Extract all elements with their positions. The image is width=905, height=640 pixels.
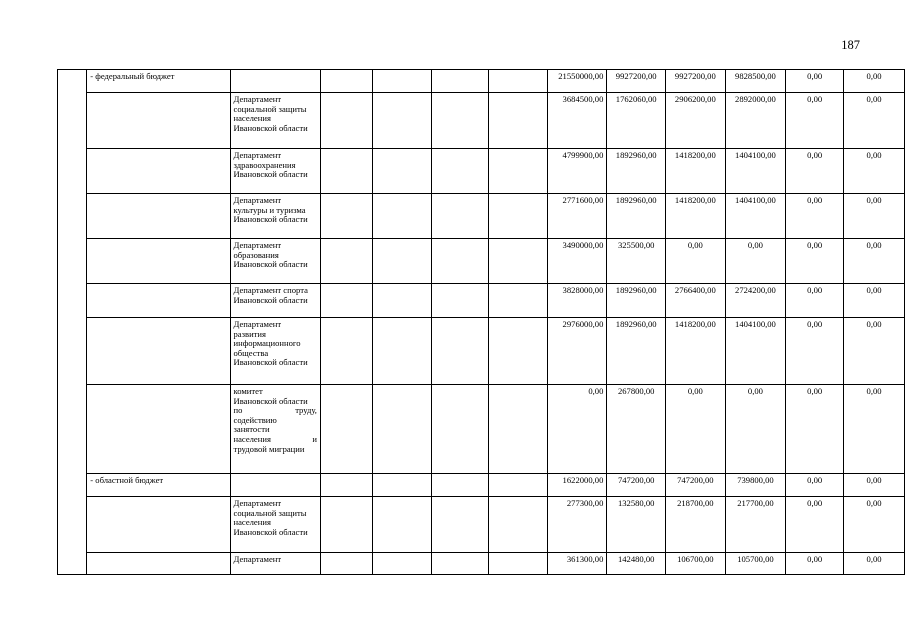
empty-cell <box>320 474 372 497</box>
amount-cell: 106700,00 <box>666 553 726 575</box>
amount-cell: 3828000,00 <box>547 284 607 318</box>
amount-cell: 1404100,00 <box>725 318 786 385</box>
empty-cell <box>489 553 547 575</box>
funding-source-cell <box>87 284 230 318</box>
amount-cell: 1892960,00 <box>607 149 666 194</box>
amount-cell: 0,00 <box>844 474 905 497</box>
department-name-line: культуры и туризма <box>233 204 306 215</box>
department-name-line: занятости <box>233 424 270 435</box>
amount-cell: 3684500,00 <box>547 93 607 149</box>
department-row <box>58 149 905 194</box>
funding-source-cell <box>87 553 230 575</box>
department-name-line: Ивановской области <box>233 357 308 368</box>
budget-source-row <box>58 474 905 497</box>
amount-cell: 0,00 <box>786 474 844 497</box>
empty-cell <box>320 553 372 575</box>
funding-source-cell: - областной бюджет <box>87 474 230 497</box>
empty-cell <box>372 497 431 553</box>
amount-cell: 267800,00 <box>607 385 666 474</box>
department-name-line: здравоохранения <box>233 159 296 170</box>
amount-cell: 0,00 <box>844 385 905 474</box>
empty-cell <box>372 553 431 575</box>
amount-cell: 0,00 <box>547 385 607 474</box>
department-cell <box>230 497 320 553</box>
funding-source-cell <box>87 149 230 194</box>
empty-cell <box>431 474 488 497</box>
funding-source-cell: - федеральный бюджет <box>87 70 230 93</box>
department-cell <box>230 93 320 149</box>
amount-cell: 0,00 <box>725 385 786 474</box>
amount-cell: 0,00 <box>844 93 905 149</box>
department-name-line: Департамент <box>233 150 282 160</box>
empty-cell <box>320 284 372 318</box>
empty-cell <box>320 318 372 385</box>
amount-cell: 3490000,00 <box>547 239 607 284</box>
department-row <box>58 284 905 318</box>
amount-cell: 1418200,00 <box>666 149 726 194</box>
department-name-line: Ивановской области <box>233 294 308 305</box>
amount-cell: 9828500,00 <box>725 70 786 93</box>
amount-cell: 361300,00 <box>547 553 607 575</box>
department-row <box>58 385 905 474</box>
amount-cell: 0,00 <box>844 70 905 93</box>
empty-cell <box>489 149 547 194</box>
empty-cell <box>431 239 488 284</box>
amount-cell: 1418200,00 <box>666 318 726 385</box>
department-name-line: Департамент <box>233 195 282 205</box>
amount-cell: 217700,00 <box>725 497 786 553</box>
department-name-line: социальной защиты <box>233 103 307 114</box>
amount-cell: 2724200,00 <box>725 284 786 318</box>
department-row <box>58 93 905 149</box>
empty-cell <box>372 194 431 239</box>
amount-cell: 9927200,00 <box>607 70 666 93</box>
amount-cell: 1404100,00 <box>725 149 786 194</box>
empty-cell <box>320 149 372 194</box>
funding-source-cell <box>87 239 230 284</box>
empty-cell <box>320 497 372 553</box>
amount-cell: 0,00 <box>844 318 905 385</box>
amount-cell: 277300,00 <box>547 497 607 553</box>
amount-cell: 1892960,00 <box>607 318 666 385</box>
department-name-line: Ивановской области <box>233 526 308 537</box>
department-cell <box>230 149 320 194</box>
amount-cell: 142480,00 <box>607 553 666 575</box>
department-cell <box>230 70 320 93</box>
amount-cell: 0,00 <box>786 284 844 318</box>
empty-cell <box>431 284 488 318</box>
amount-cell: 0,00 <box>786 497 844 553</box>
department-cell <box>230 385 320 474</box>
empty-cell <box>320 239 372 284</box>
empty-cell <box>320 194 372 239</box>
funding-source-cell <box>87 385 230 474</box>
department-name-line: Департамент <box>233 554 282 564</box>
empty-cell <box>489 474 547 497</box>
department-row <box>58 497 905 553</box>
amount-cell: 0,00 <box>786 385 844 474</box>
empty-cell <box>489 284 547 318</box>
amount-cell: 9927200,00 <box>666 70 726 93</box>
amount-cell: 325500,00 <box>607 239 666 284</box>
empty-cell <box>372 385 431 474</box>
amount-cell: 0,00 <box>786 149 844 194</box>
empty-cell <box>489 385 547 474</box>
department-name-line: Ивановской области <box>233 214 308 225</box>
amount-cell: 0,00 <box>786 239 844 284</box>
department-row <box>58 239 905 284</box>
amount-cell: 0,00 <box>844 194 905 239</box>
department-name-line: Ивановской области <box>233 169 308 180</box>
amount-cell: 4799900,00 <box>547 149 607 194</box>
amount-cell: 2976000,00 <box>547 318 607 385</box>
department-row <box>58 318 905 385</box>
amount-cell: 0,00 <box>786 93 844 149</box>
amount-cell: 132580,00 <box>607 497 666 553</box>
empty-cell <box>372 284 431 318</box>
amount-cell: 0,00 <box>844 239 905 284</box>
amount-cell: 0,00 <box>786 194 844 239</box>
department-name-line: Департамент спорта <box>233 285 308 295</box>
amount-cell: 1892960,00 <box>607 284 666 318</box>
amount-cell: 0,00 <box>844 553 905 575</box>
empty-cell <box>431 149 488 194</box>
budget-table <box>57 69 905 575</box>
department-name-line: информационного <box>233 338 301 349</box>
empty-cell <box>320 385 372 474</box>
amount-cell: 0,00 <box>786 553 844 575</box>
amount-cell: 747200,00 <box>607 474 666 497</box>
amount-cell: 1622000,00 <box>547 474 607 497</box>
empty-cell <box>372 474 431 497</box>
empty-cell <box>431 553 488 575</box>
empty-cell <box>489 194 547 239</box>
amount-cell: 21550000,00 <box>547 70 607 93</box>
amount-cell: 2766400,00 <box>666 284 726 318</box>
department-name-line: населения <box>233 517 271 528</box>
amount-cell: 1892960,00 <box>607 194 666 239</box>
amount-cell: 0,00 <box>725 239 786 284</box>
empty-cell <box>372 93 431 149</box>
department-name-line: образования <box>233 249 279 260</box>
empty-cell <box>431 385 488 474</box>
empty-cell <box>320 70 372 93</box>
department-name-line: комитет <box>233 386 263 396</box>
page-number: 187 <box>841 38 860 52</box>
empty-cell <box>489 70 547 93</box>
department-cell <box>230 474 320 497</box>
department-name-line: Департамент <box>233 94 282 104</box>
amount-cell: 105700,00 <box>725 553 786 575</box>
department-name-line: по труду, <box>233 405 317 416</box>
department-name-line: Ивановской области <box>233 122 308 133</box>
empty-cell <box>489 497 547 553</box>
department-name-line: трудовой миграции <box>233 443 305 454</box>
amount-cell: 0,00 <box>786 70 844 93</box>
department-cell <box>230 239 320 284</box>
amount-cell: 0,00 <box>786 318 844 385</box>
amount-cell: 0,00 <box>844 497 905 553</box>
department-name-line: развития <box>233 328 266 339</box>
department-name-line: Департамент <box>233 240 282 250</box>
empty-cell <box>372 149 431 194</box>
amount-cell: 2892000,00 <box>725 93 786 149</box>
left-margin-cell <box>58 70 87 575</box>
empty-cell <box>489 93 547 149</box>
empty-cell <box>489 239 547 284</box>
amount-cell: 0,00 <box>844 149 905 194</box>
department-cell <box>230 284 320 318</box>
department-cell <box>230 553 320 575</box>
department-name-line: содействию <box>233 414 277 425</box>
empty-cell <box>372 239 431 284</box>
funding-source-cell <box>87 318 230 385</box>
funding-source-cell <box>87 497 230 553</box>
empty-cell <box>489 318 547 385</box>
department-name-line: социальной защиты <box>233 507 307 518</box>
department-row <box>58 553 905 575</box>
amount-cell: 2771600,00 <box>547 194 607 239</box>
funding-source-cell <box>87 194 230 239</box>
department-cell <box>230 194 320 239</box>
budget-source-row <box>58 70 905 93</box>
amount-cell: 739800,00 <box>725 474 786 497</box>
empty-cell <box>431 70 488 93</box>
department-name-line: Ивановской области <box>233 395 308 406</box>
amount-cell: 1762060,00 <box>607 93 666 149</box>
department-name-line: Департамент <box>233 319 282 329</box>
amount-cell: 0,00 <box>844 284 905 318</box>
empty-cell <box>372 318 431 385</box>
empty-cell <box>431 93 488 149</box>
empty-cell <box>320 93 372 149</box>
amount-cell: 218700,00 <box>666 497 726 553</box>
funding-source-cell <box>87 93 230 149</box>
department-row <box>58 194 905 239</box>
department-name-line: общества <box>233 347 269 358</box>
department-name-line: Ивановской области <box>233 259 308 270</box>
amount-cell: 1404100,00 <box>725 194 786 239</box>
amount-cell: 0,00 <box>666 239 726 284</box>
amount-cell: 1418200,00 <box>666 194 726 239</box>
empty-cell <box>431 318 488 385</box>
department-name-line: населения и <box>233 433 317 444</box>
empty-cell <box>431 194 488 239</box>
department-name-line: Департамент <box>233 498 282 508</box>
amount-cell: 0,00 <box>666 385 726 474</box>
department-name-line: населения <box>233 113 271 124</box>
department-cell <box>230 318 320 385</box>
empty-cell <box>431 497 488 553</box>
amount-cell: 747200,00 <box>666 474 726 497</box>
amount-cell: 2906200,00 <box>666 93 726 149</box>
empty-cell <box>372 70 431 93</box>
